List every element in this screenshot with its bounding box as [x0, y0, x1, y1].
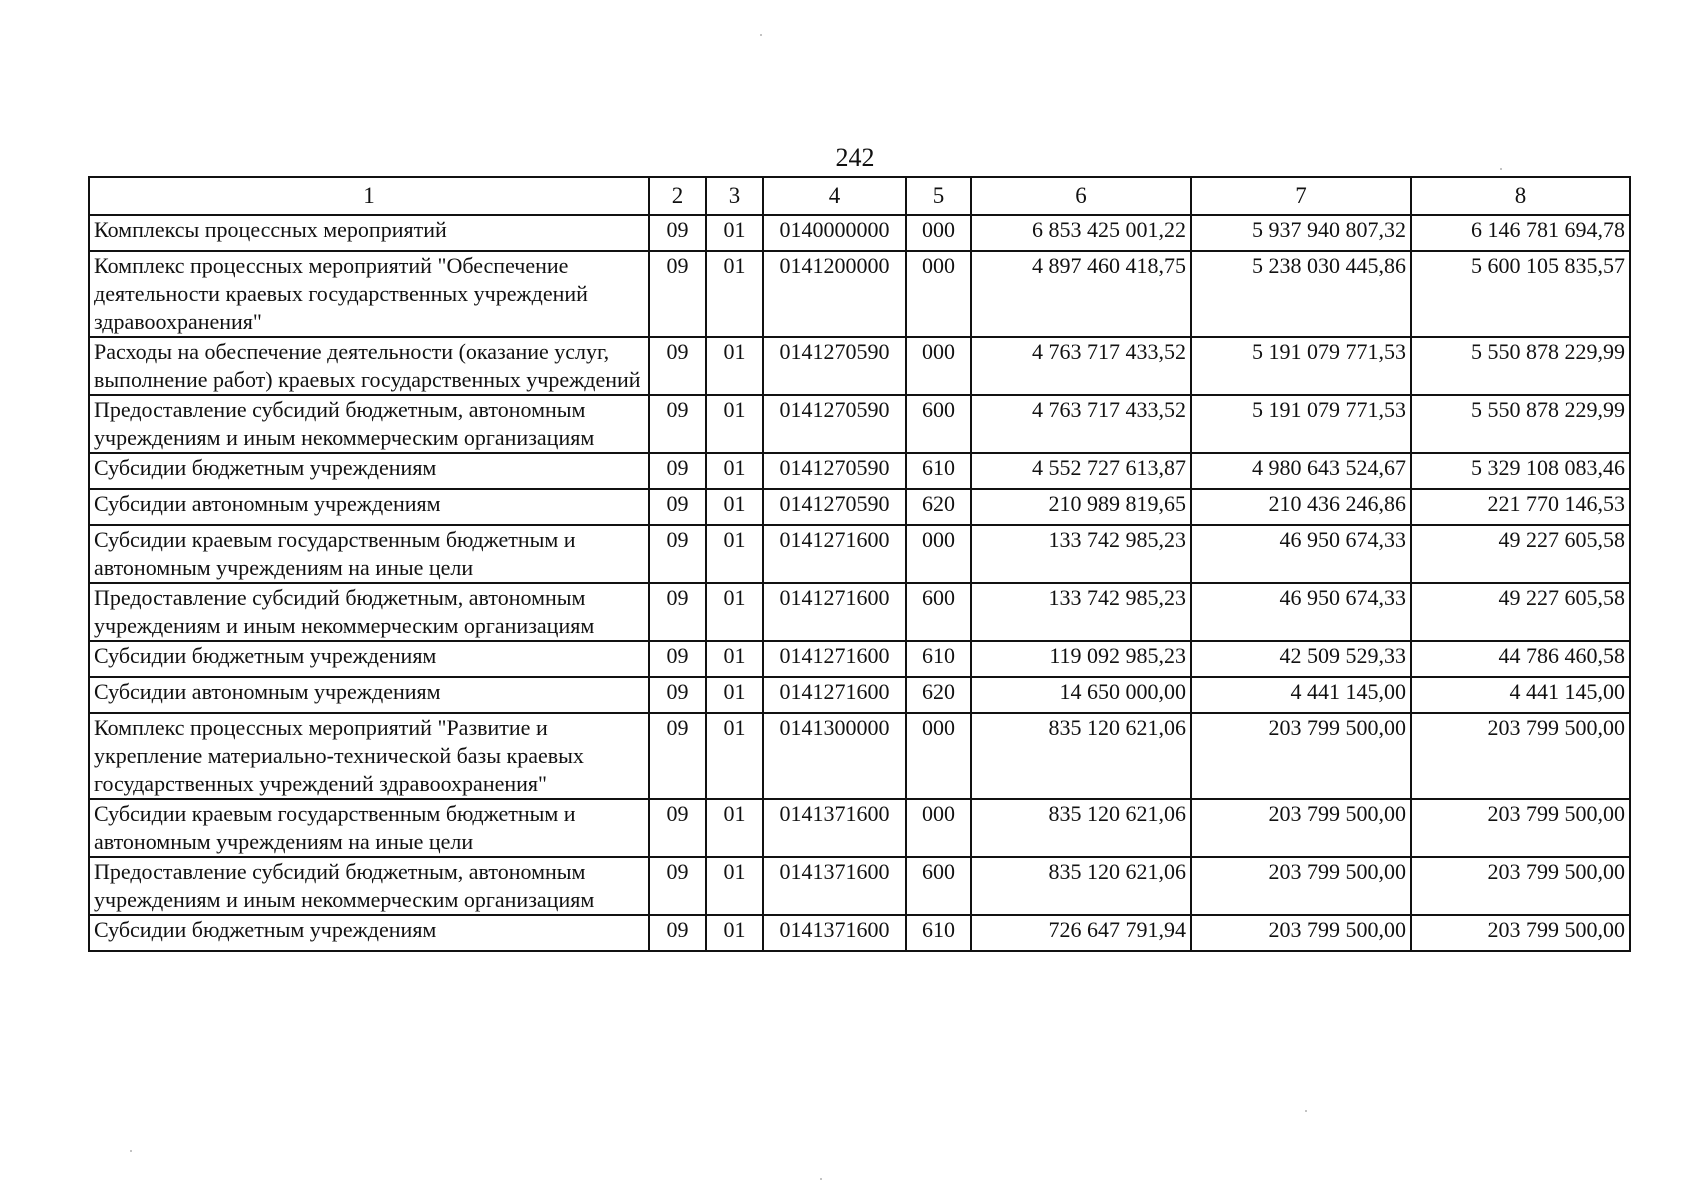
amount-col-7: 46 950 674,33 — [1191, 583, 1411, 641]
subsection-code: 01 — [706, 453, 763, 489]
section-code: 09 — [649, 799, 706, 857]
target-article-code: 0141270590 — [763, 489, 906, 525]
amount-col-8: 44 786 460,58 — [1411, 641, 1630, 677]
amount-col-7: 5 238 030 445,86 — [1191, 251, 1411, 337]
section-code: 09 — [649, 525, 706, 583]
amount-col-7: 4 980 643 524,67 — [1191, 453, 1411, 489]
amount-col-6: 133 742 985,23 — [971, 525, 1191, 583]
row-name: Субсидии автономным учреждениям — [89, 677, 649, 713]
section-code: 09 — [649, 337, 706, 395]
amount-col-8: 49 227 605,58 — [1411, 583, 1630, 641]
amount-col-8: 5 550 878 229,99 — [1411, 395, 1630, 453]
target-article-code: 0141371600 — [763, 915, 906, 951]
amount-col-6: 4 897 460 418,75 — [971, 251, 1191, 337]
amount-col-8: 5 550 878 229,99 — [1411, 337, 1630, 395]
target-article-code: 0141270590 — [763, 337, 906, 395]
column-header-5: 5 — [906, 177, 971, 215]
column-header-8: 8 — [1411, 177, 1630, 215]
amount-col-6: 119 092 985,23 — [971, 641, 1191, 677]
amount-col-6: 210 989 819,65 — [971, 489, 1191, 525]
section-code: 09 — [649, 583, 706, 641]
table-row — [89, 915, 1630, 951]
section-code: 09 — [649, 713, 706, 799]
subsection-code: 01 — [706, 215, 763, 251]
subsection-code: 01 — [706, 583, 763, 641]
header-row — [89, 177, 1630, 215]
target-article-code: 0141270590 — [763, 395, 906, 453]
subsection-code: 01 — [706, 525, 763, 583]
amount-col-6: 726 647 791,94 — [971, 915, 1191, 951]
section-code: 09 — [649, 857, 706, 915]
row-name: Предоставление субсидий бюджетным, автономным учреждениям и иным некоммерческим организациям — [89, 395, 649, 453]
amount-col-7: 5 191 079 771,53 — [1191, 395, 1411, 453]
section-code: 09 — [649, 453, 706, 489]
row-name: Субсидии бюджетным учреждениям — [89, 453, 649, 489]
table-row — [89, 453, 1630, 489]
row-name: Предоставление субсидий бюджетным, автономным учреждениям и иным некоммерческим организациям — [89, 583, 649, 641]
table-row — [89, 583, 1630, 641]
expense-type-code: 610 — [906, 915, 971, 951]
expense-type-code: 620 — [906, 489, 971, 525]
amount-col-6: 835 120 621,06 — [971, 857, 1191, 915]
amount-col-7: 4 441 145,00 — [1191, 677, 1411, 713]
target-article-code: 0141271600 — [763, 677, 906, 713]
section-code: 09 — [649, 677, 706, 713]
subsection-code: 01 — [706, 641, 763, 677]
amount-col-8: 5 600 105 835,57 — [1411, 251, 1630, 337]
amount-col-7: 210 436 246,86 — [1191, 489, 1411, 525]
table-row — [89, 713, 1630, 799]
amount-col-6: 133 742 985,23 — [971, 583, 1191, 641]
row-name: Комплексы процессных мероприятий — [89, 215, 649, 251]
amount-col-7: 203 799 500,00 — [1191, 857, 1411, 915]
column-header-3: 3 — [706, 177, 763, 215]
page-number: 242 — [835, 143, 875, 172]
scan-speck — [1305, 1110, 1307, 1112]
budget-table — [88, 176, 1631, 952]
amount-col-7: 5 191 079 771,53 — [1191, 337, 1411, 395]
expense-type-code: 600 — [906, 583, 971, 641]
expense-type-code: 000 — [906, 713, 971, 799]
amount-col-6: 14 650 000,00 — [971, 677, 1191, 713]
amount-col-8: 203 799 500,00 — [1411, 713, 1630, 799]
expense-type-code: 000 — [906, 337, 971, 395]
scan-speck — [130, 1150, 132, 1152]
section-code: 09 — [649, 489, 706, 525]
row-name: Расходы на обеспечение деятельности (оказание услуг, выполнение работ) краевых государственных учреждений — [89, 337, 649, 395]
column-header-2: 2 — [649, 177, 706, 215]
subsection-code: 01 — [706, 799, 763, 857]
amount-col-8: 203 799 500,00 — [1411, 915, 1630, 951]
scan-speck — [760, 34, 762, 36]
expense-type-code: 000 — [906, 799, 971, 857]
column-header-4: 4 — [763, 177, 906, 215]
target-article-code: 0140000000 — [763, 215, 906, 251]
amount-col-6: 4 552 727 613,87 — [971, 453, 1191, 489]
subsection-code: 01 — [706, 713, 763, 799]
amount-col-8: 5 329 108 083,46 — [1411, 453, 1630, 489]
row-name: Субсидии краевым государственным бюджетным и автономным учреждениям на иные цели — [89, 799, 649, 857]
expense-type-code: 000 — [906, 525, 971, 583]
table-row — [89, 677, 1630, 713]
subsection-code: 01 — [706, 395, 763, 453]
table-row — [89, 525, 1630, 583]
row-name: Комплекс процессных мероприятий "Развитие и укрепление материально-технической базы краевых государственных учреждений здравоохранения" — [89, 713, 649, 799]
amount-col-6: 4 763 717 433,52 — [971, 395, 1191, 453]
subsection-code: 01 — [706, 857, 763, 915]
section-code: 09 — [649, 915, 706, 951]
target-article-code: 0141270590 — [763, 453, 906, 489]
amount-col-8: 203 799 500,00 — [1411, 799, 1630, 857]
amount-col-7: 46 950 674,33 — [1191, 525, 1411, 583]
amount-col-7: 203 799 500,00 — [1191, 915, 1411, 951]
table-row — [89, 215, 1630, 251]
table-row — [89, 857, 1630, 915]
section-code: 09 — [649, 251, 706, 337]
amount-col-8: 221 770 146,53 — [1411, 489, 1630, 525]
expense-type-code: 620 — [906, 677, 971, 713]
expense-type-code: 600 — [906, 395, 971, 453]
expense-type-code: 000 — [906, 251, 971, 337]
expense-type-code: 000 — [906, 215, 971, 251]
amount-col-8: 6 146 781 694,78 — [1411, 215, 1630, 251]
subsection-code: 01 — [706, 677, 763, 713]
table-row — [89, 395, 1630, 453]
section-code: 09 — [649, 215, 706, 251]
amount-col-7: 203 799 500,00 — [1191, 799, 1411, 857]
scan-speck — [820, 1178, 822, 1180]
row-name: Комплекс процессных мероприятий "Обеспечение деятельности краевых государственных учреждений здравоохранения" — [89, 251, 649, 337]
subsection-code: 01 — [706, 915, 763, 951]
row-name: Субсидии автономным учреждениям — [89, 489, 649, 525]
column-header-6: 6 — [971, 177, 1191, 215]
expense-type-code: 610 — [906, 641, 971, 677]
amount-col-8: 49 227 605,58 — [1411, 525, 1630, 583]
amount-col-6: 4 763 717 433,52 — [971, 337, 1191, 395]
amount-col-6: 835 120 621,06 — [971, 713, 1191, 799]
target-article-code: 0141371600 — [763, 857, 906, 915]
table-row — [89, 337, 1630, 395]
table-row — [89, 799, 1630, 857]
expense-type-code: 610 — [906, 453, 971, 489]
row-name: Субсидии бюджетным учреждениям — [89, 915, 649, 951]
target-article-code: 0141300000 — [763, 713, 906, 799]
table-row — [89, 489, 1630, 525]
scan-speck — [1500, 168, 1502, 170]
subsection-code: 01 — [706, 337, 763, 395]
row-name: Субсидии бюджетным учреждениям — [89, 641, 649, 677]
amount-col-8: 4 441 145,00 — [1411, 677, 1630, 713]
target-article-code: 0141371600 — [763, 799, 906, 857]
amount-col-7: 42 509 529,33 — [1191, 641, 1411, 677]
target-article-code: 0141271600 — [763, 641, 906, 677]
table-row — [89, 641, 1630, 677]
column-header-7: 7 — [1191, 177, 1411, 215]
subsection-code: 01 — [706, 489, 763, 525]
section-code: 09 — [649, 641, 706, 677]
table-row — [89, 251, 1630, 337]
amount-col-7: 203 799 500,00 — [1191, 713, 1411, 799]
row-name: Субсидии краевым государственным бюджетным и автономным учреждениям на иные цели — [89, 525, 649, 583]
expense-type-code: 600 — [906, 857, 971, 915]
section-code: 09 — [649, 395, 706, 453]
target-article-code: 0141200000 — [763, 251, 906, 337]
row-name: Предоставление субсидий бюджетным, автономным учреждениям и иным некоммерческим организациям — [89, 857, 649, 915]
amount-col-8: 203 799 500,00 — [1411, 857, 1630, 915]
subsection-code: 01 — [706, 251, 763, 337]
target-article-code: 0141271600 — [763, 525, 906, 583]
amount-col-7: 5 937 940 807,32 — [1191, 215, 1411, 251]
target-article-code: 0141271600 — [763, 583, 906, 641]
column-header-1: 1 — [89, 177, 649, 215]
amount-col-6: 835 120 621,06 — [971, 799, 1191, 857]
amount-col-6: 6 853 425 001,22 — [971, 215, 1191, 251]
